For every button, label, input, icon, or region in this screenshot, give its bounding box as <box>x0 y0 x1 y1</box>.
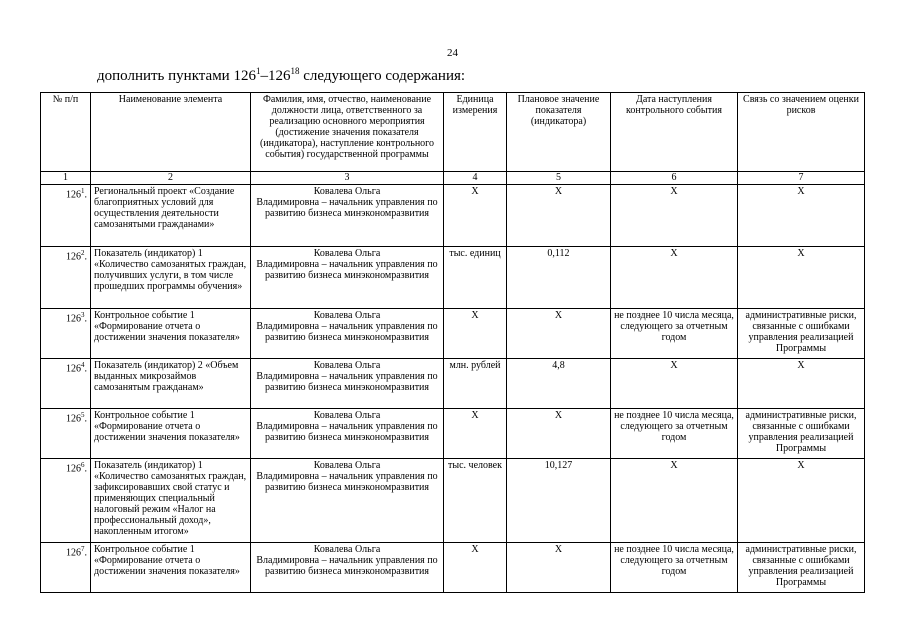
plan-value-cell: X <box>507 409 611 459</box>
risk-link-cell: X <box>738 459 865 543</box>
table-row <box>41 409 865 459</box>
event-date-cell: X <box>611 185 738 247</box>
unit-cell: тыс. единиц <box>444 247 507 309</box>
risk-link-cell: X <box>738 185 865 247</box>
unit-cell: X <box>444 309 507 359</box>
row-number-cell: $126^6$. <box>41 459 91 543</box>
responsible-name: Ковалева Ольга <box>313 410 381 421</box>
row-number-cell: $126^4$. <box>41 359 91 409</box>
element-name-cell: Контрольное событие 1 «Формирование отчета о достижении значения показателя» <box>91 543 251 593</box>
risk-link-cell: X <box>738 247 865 309</box>
responsible-cell <box>251 459 444 543</box>
event-date-cell: X <box>611 359 738 409</box>
responsible-post: Владимировна – начальник управления по развитию бизнеса минэкономразвития <box>256 555 438 577</box>
event-date-cell: не позднее 10 числа месяца, следующего за отчетным годом <box>611 409 738 459</box>
table-row <box>41 459 865 543</box>
element-name-cell: Контрольное событие 1 «Формирование отчета о достижении значения показателя» <box>91 309 251 359</box>
header-cell-plan-value: Плановое значение показателя (индикатора) <box>507 93 611 172</box>
plan-value-cell: X <box>507 309 611 359</box>
row-number: 126 <box>66 363 81 375</box>
table-row <box>41 543 865 593</box>
unit-cell: X <box>444 185 507 247</box>
event-date-cell: X <box>611 247 738 309</box>
heading-sup-start: 1 <box>255 66 261 76</box>
column-number-cell: 6 <box>611 172 738 185</box>
risk-link-cell: административные риски, связанные с ошибками управления реализацией Программы <box>738 543 865 593</box>
control-events-table <box>40 92 865 593</box>
element-name-cell: Показатель (индикатор) 2 «Объем выданных микрозаймов самозанятым гражданам» <box>91 359 251 409</box>
unit-cell: X <box>444 409 507 459</box>
responsible-cell <box>251 543 444 593</box>
header-cell-risk-link: Связь со значением оценки рисков <box>738 93 865 172</box>
event-date-cell: не позднее 10 числа месяца, следующего за отчетным годом <box>611 543 738 593</box>
responsible-cell <box>251 185 444 247</box>
responsible-name: Ковалева Ольга <box>313 248 381 259</box>
row-number-cell: $126^7$. <box>41 543 91 593</box>
responsible-post: Владимировна – начальник управления по развитию бизнеса минэкономразвития <box>256 321 438 343</box>
row-number-sup: 6 <box>81 461 85 469</box>
column-number-row <box>41 172 865 185</box>
unit-cell: млн. рублей <box>444 359 507 409</box>
element-name-cell: Региональный проект «Создание благоприятных условий для осуществления деятельности самозанятыми гражданами» <box>91 185 251 247</box>
responsible-post: Владимировна – начальник управления по развитию бизнеса минэкономразвития <box>256 371 438 393</box>
heading-prefix: дополнить пунктами 126 <box>97 68 256 84</box>
responsible-name: Ковалева Ольга <box>313 460 381 471</box>
responsible-post: Владимировна – начальник управления по развитию бизнеса минэкономразвития <box>256 421 438 443</box>
row-number-cell: $126^2$. <box>41 247 91 309</box>
row-number: 126 <box>66 463 81 475</box>
risk-link-cell: административные риски, связанные с ошибками управления реализацией Программы <box>738 409 865 459</box>
element-name-cell: Показатель (индикатор) 1 «Количество самозанятых граждан, получивших услуги, в том числе прошедших программы обучения» <box>91 247 251 309</box>
row-number-sup: 1 <box>81 187 85 195</box>
plan-value-cell: 0,112 <box>507 247 611 309</box>
column-number-cell: 4 <box>444 172 507 185</box>
row-number-cell: $126^3$. <box>41 309 91 359</box>
responsible-name: Ковалева Ольга <box>313 186 381 197</box>
plan-value-cell: X <box>507 185 611 247</box>
page-heading <box>97 66 465 85</box>
risk-link-cell: X <box>738 359 865 409</box>
risk-link-cell: административные риски, связанные с ошибками управления реализацией Программы <box>738 309 865 359</box>
column-number-cell: 7 <box>738 172 865 185</box>
row-number: 126 <box>66 413 81 425</box>
header-cell-event-date: Дата наступления контрольного события <box>611 93 738 172</box>
unit-cell: тыс. человек <box>444 459 507 543</box>
column-number-cell: 2 <box>91 172 251 185</box>
row-number-cell: $126^1$. <box>41 185 91 247</box>
heading-suffix: следующего содержания: <box>299 68 466 84</box>
row-number-sup: 3 <box>81 311 85 319</box>
plan-value-cell: 4,8 <box>507 359 611 409</box>
responsible-post: Владимировна – начальник управления по развитию бизнеса минэкономразвития <box>256 471 438 493</box>
responsible-name: Ковалева Ольга <box>313 544 381 555</box>
column-number-cell: 5 <box>507 172 611 185</box>
responsible-post: Владимировна – начальник управления по развитию бизнеса минэкономразвития <box>256 259 438 281</box>
responsible-cell <box>251 409 444 459</box>
header-cell-number: № п/п <box>41 93 91 172</box>
responsible-post: Владимировна – начальник управления по развитию бизнеса минэкономразвития <box>256 197 438 219</box>
event-date-cell: не позднее 10 числа месяца, следующего за отчетным годом <box>611 309 738 359</box>
row-number-sup: 7 <box>81 545 85 553</box>
table-row <box>41 185 865 247</box>
responsible-name: Ковалева Ольга <box>313 310 381 321</box>
row-number-sup: 2 <box>81 249 85 257</box>
header-cell-responsible: Фамилия, имя, отчество, наименование должности лица, ответственного за реализацию основного мероприятия (достижение значения показателя (индикатора), наступление контрольного события) государственной программы <box>251 93 444 172</box>
column-number-cell: 1 <box>41 172 91 185</box>
row-number-sup: 4 <box>81 361 85 369</box>
responsible-name: Ковалева Ольга <box>313 360 381 371</box>
element-name-cell: Показатель (индикатор) 1 «Количество самозанятых граждан, зафиксировавших свой статус и применяющих специальный налоговый режим «Налог на профессиональный доход», накопленным итогом» <box>91 459 251 543</box>
table-row <box>41 247 865 309</box>
plan-value-cell: X <box>507 543 611 593</box>
heading-sup-end: 18 <box>290 66 300 76</box>
responsible-cell <box>251 359 444 409</box>
header-cell-element-name: Наименование элемента <box>91 93 251 172</box>
header-row <box>41 93 865 172</box>
row-number: 126 <box>66 189 81 201</box>
table-row <box>41 309 865 359</box>
unit-cell: X <box>444 543 507 593</box>
row-number-sup: 5 <box>81 411 85 419</box>
table-row <box>41 359 865 409</box>
column-number-cell: 3 <box>251 172 444 185</box>
row-number: 126 <box>66 547 81 559</box>
responsible-cell <box>251 309 444 359</box>
event-date-cell: X <box>611 459 738 543</box>
element-name-cell: Контрольное событие 1 «Формирование отчета о достижении значения показателя» <box>91 409 251 459</box>
page-number: 24 <box>447 47 458 59</box>
plan-value-cell: 10,127 <box>507 459 611 543</box>
row-number: 126 <box>66 251 81 263</box>
responsible-cell <box>251 247 444 309</box>
heading-dash: –126 <box>260 68 291 84</box>
row-number-cell: $126^5$. <box>41 409 91 459</box>
header-cell-unit: Единица измерения <box>444 93 507 172</box>
row-number: 126 <box>66 313 81 325</box>
